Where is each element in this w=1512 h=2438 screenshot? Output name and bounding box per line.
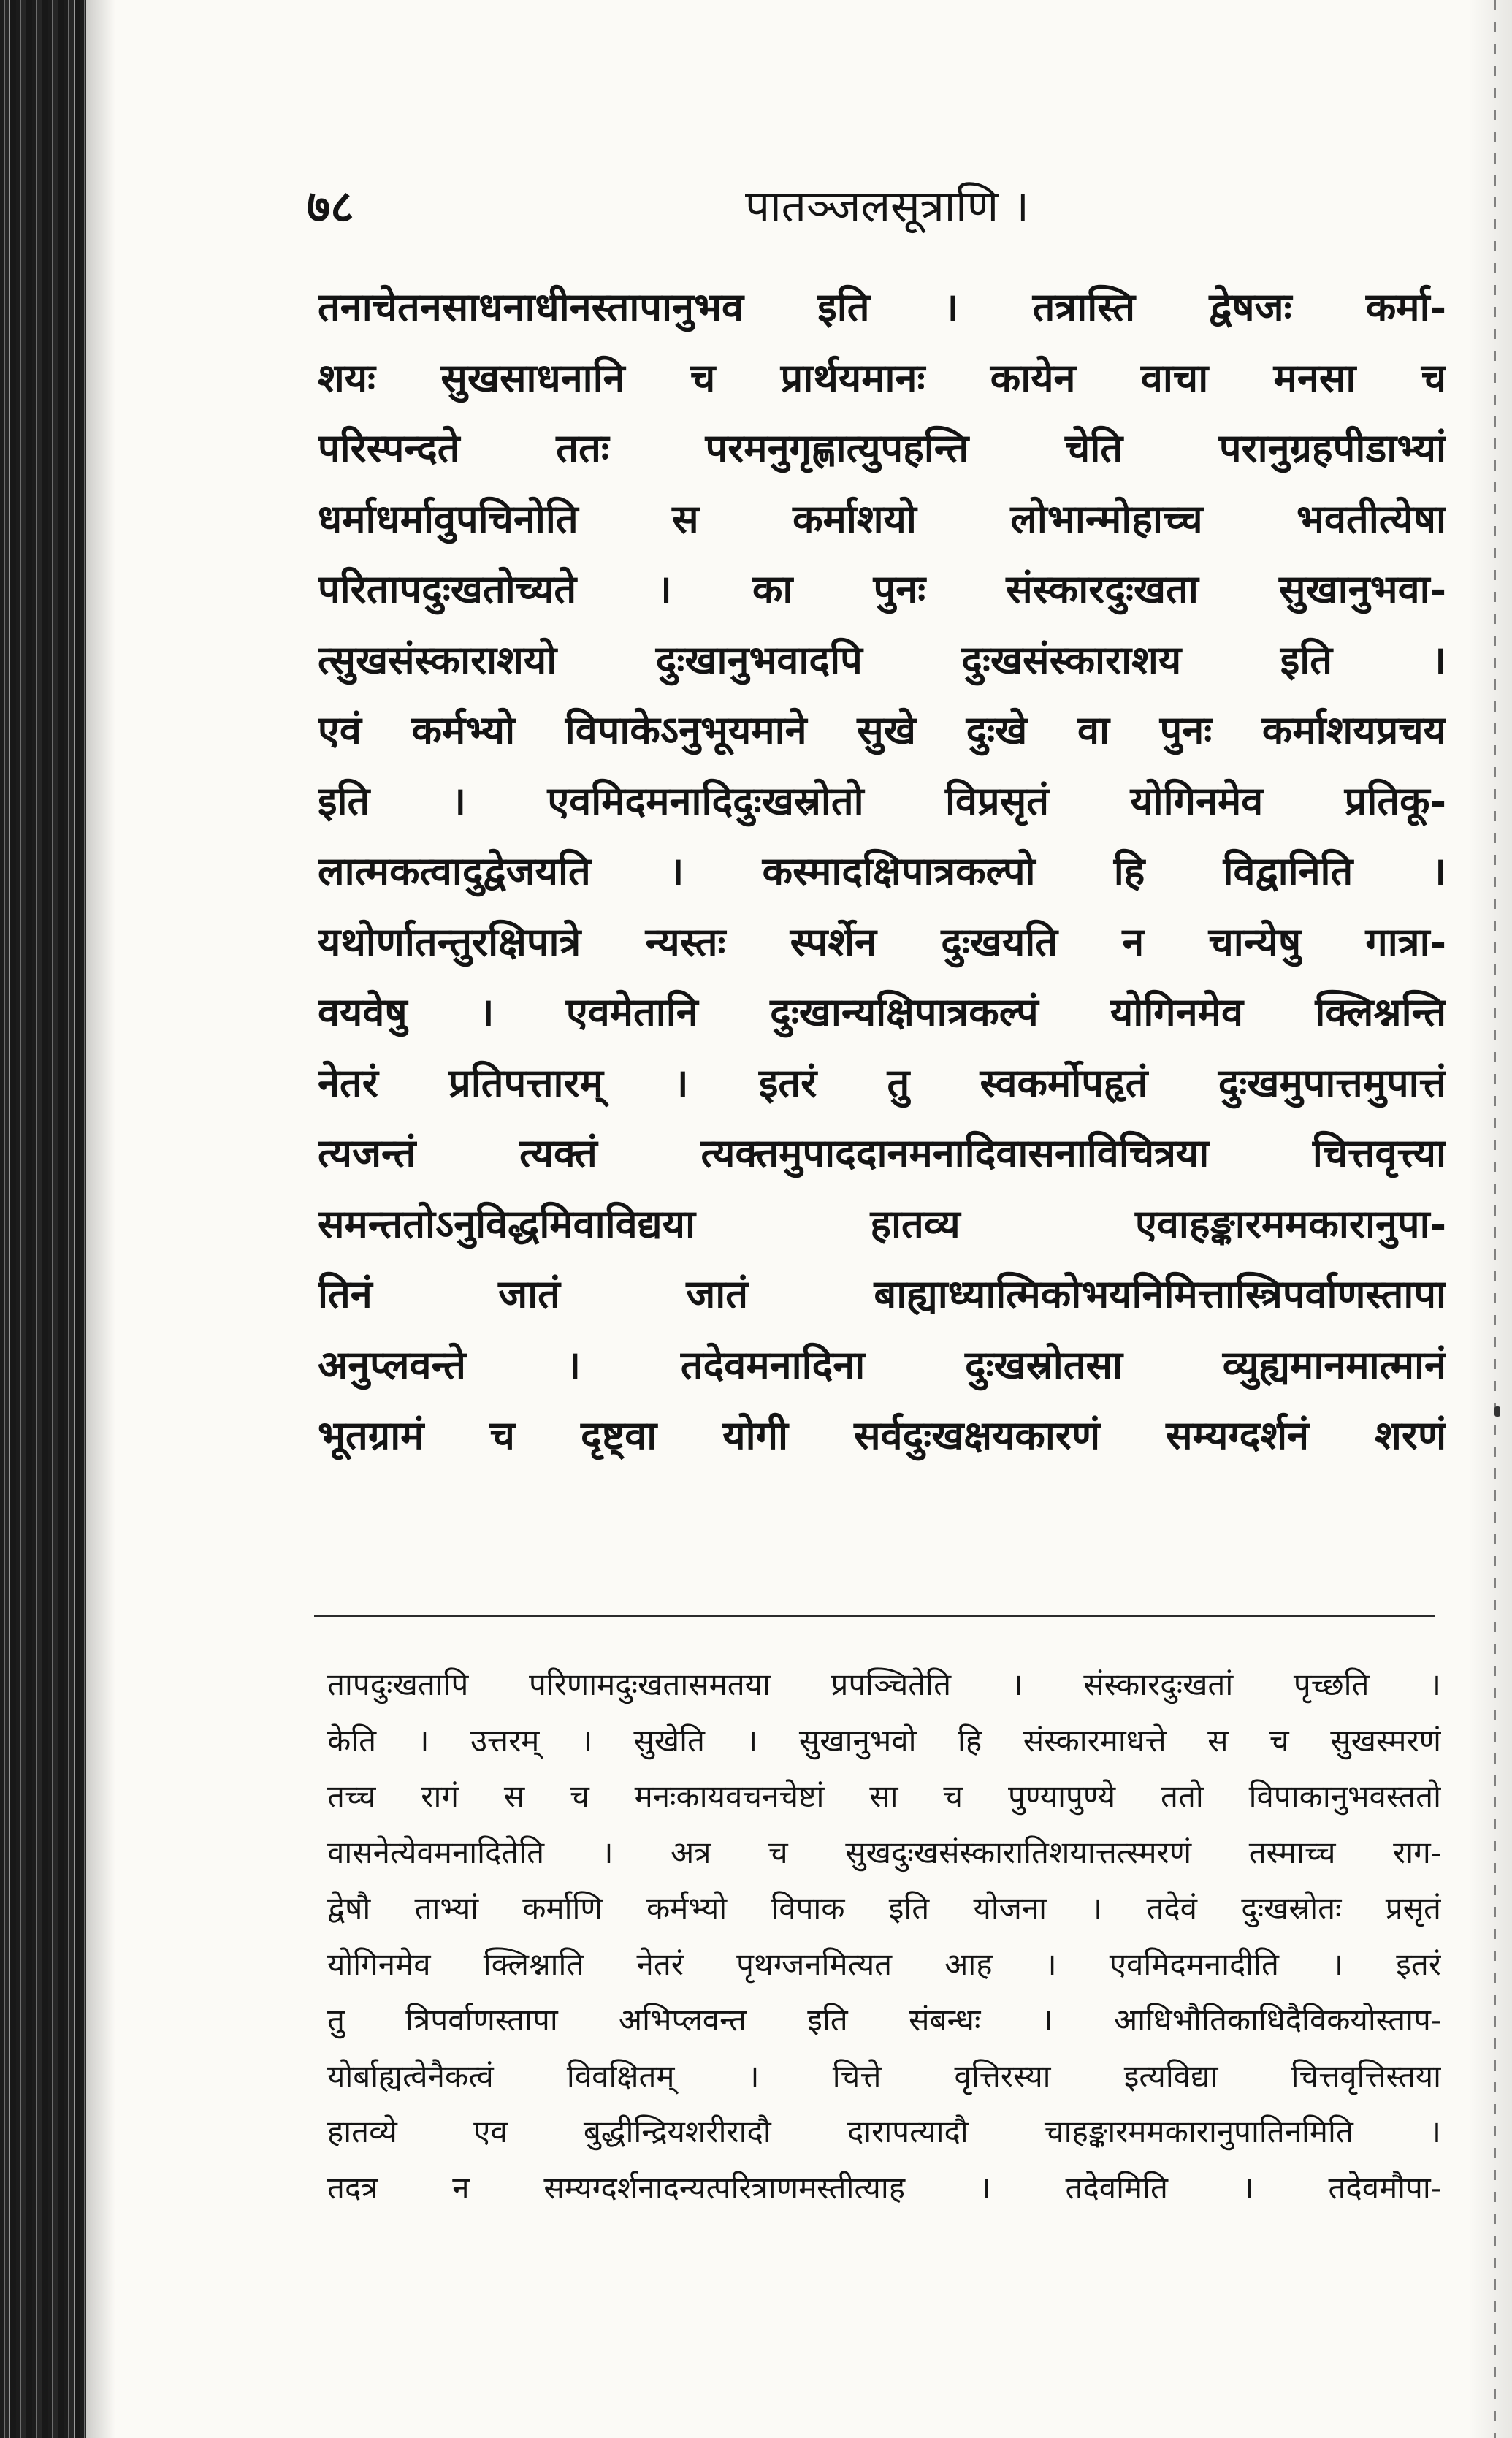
main-text-line: नेतरं प्रतिपत्तारम् । इतरं तु स्वकर्मोपहृतं दुःखमुपात्तमुपात्तं	[318, 1059, 1446, 1106]
commentary-block	[327, 1657, 1441, 2216]
commentary-line: हातव्ये एव बुद्धीन्द्रियशरीरादौ दारापत्यादौ चाहङ्कारममकारानुपातिनमिति ।	[327, 2114, 1441, 2149]
commentary-line: केति । उत्तरम् । सुखेति । सुखानुभवो हि संस्कारमाधत्ते स च सुखस्मरणं	[327, 1722, 1441, 1759]
main-text-line: यथोर्णातन्तुरक्षिपात्रे न्यस्तः स्पर्शेन दुःखयति न चान्येषु गात्रा-	[318, 918, 1446, 965]
main-text-line: शयः सुखसाधनानि च प्रार्थयमानः कायेन वाचा मनसा च	[318, 354, 1446, 401]
main-text-line: परितापदुःखतोच्यते । का पुनः संस्कारदुःखता सुखानुभवा-	[318, 565, 1446, 612]
binding-shadow	[86, 0, 115, 2438]
main-text-line: लात्मकत्वादुद्वेजयति । कस्मादक्षिपात्रकल्पो हि विद्वानिति ।	[318, 847, 1446, 894]
commentary-line: तापदुःखतापि परिणामदुःखतासमतया प्रपञ्चितेति । संस्कारदुःखतां पृच्छति ।	[327, 1666, 1441, 1702]
main-text-line: अनुप्लवन्ते । तदेवमनादिना दुःखस्रोतसा व्युह्यमानमात्मानं	[318, 1341, 1446, 1388]
main-text-line: परिस्पन्दते ततः परमनुगृह्णात्युपहन्ति चेति परानुग्रहपीडाभ्यां	[318, 424, 1446, 471]
commentary-line: वासनेत्येवमनादितेति । अत्र च सुखदुःखसंस्कारातिशयात्तत्स्मरणं तस्माच्च राग-	[327, 1834, 1441, 1870]
footnote-divider	[314, 1615, 1435, 1617]
page-edge-speckle	[1494, 0, 1496, 2438]
main-text-line: त्यजन्तं त्यक्तं त्यक्तमुपाददानमनादिवासनाविचित्रया चित्तवृत्त्या	[318, 1130, 1446, 1176]
page-number: ७८	[307, 180, 354, 233]
commentary-line: योगिनमेव क्लिश्नाति नेतरं पृथग्जनमित्यत आह । एवमिदमनादीति । इतरं	[327, 1946, 1441, 1982]
commentary-line: द्वेषौ ताभ्यां कर्माणि कर्मभ्यो विपाक इति योजना । तदेवं दुःखस्रोतः प्रसृतं	[327, 1890, 1441, 1926]
commentary-line: तु त्रिपर्वाणस्तापा अभिप्लवन्त इति संबन्धः । आधिभौतिकाधिदैविकयोस्ताप-	[327, 2002, 1441, 2038]
book-binding-edge	[0, 0, 86, 2438]
main-text-line: तनाचेतनसाधनाधीनस्तापानुभव इति । तत्रास्ति द्वेषजः कर्मा-	[318, 283, 1446, 330]
scan-speck	[1494, 1406, 1500, 1417]
main-text-line: तिनं जातं जातं बाह्याध्यात्मिकोभयनिमित्तास्त्रिपर्वाणस्तापा	[318, 1271, 1446, 1317]
main-text-line: धर्माधर्मावुपचिनोति स कर्माशयो लोभान्मोहाच्च भवतीत्येषा	[318, 495, 1446, 542]
main-text-line: वयवेषु । एवमेतानि दुःखान्यक्षिपात्रकल्पं योगिनमेव क्लिश्नन्ति	[318, 988, 1446, 1035]
page-right-edge	[1468, 0, 1512, 2438]
main-text-block	[318, 272, 1446, 1471]
main-text-line: भूतग्रामं च दृष्ट्वा योगी सर्वदुःखक्षयकारणं सम्यग्दर्शनं शरणं	[318, 1412, 1446, 1458]
running-title: पातञ्जलसूत्राणि ।	[745, 181, 1029, 232]
commentary-line: तदत्र न सम्यग्दर्शनादन्यत्परित्राणमस्तीत्याह । तदेवमिति । तदेवमौपा-	[327, 2169, 1441, 2206]
main-text-line: समन्ततोऽनुविद्धमिवाविद्यया हातव्य एवाहङ्कारममकारानुपा-	[318, 1200, 1446, 1247]
page-header	[307, 167, 1446, 247]
main-text-line: एवं कर्मभ्यो विपाकेऽनुभूयमाने सुखे दुःखे वा पुनः कर्माशयप्रचय	[318, 706, 1446, 753]
commentary-line: योर्बाह्यत्वेनैकत्वं विवक्षितम् । चित्ते वृत्तिरस्या इत्यविद्या चित्तवृत्तिस्तया	[327, 2057, 1441, 2094]
commentary-line: तच्च रागं स च मनःकायवचनचेष्टां सा च पुण्यापुण्ये ततो विपाकानुभवस्ततो	[327, 1778, 1441, 1814]
main-text-line: त्सुखसंस्काराशयो दुःखानुभवादपि दुःखसंस्काराशय इति ।	[318, 636, 1446, 683]
main-text-line: इति । एवमिदमनादिदुःखस्रोतो विप्रसृतं योगिनमेव प्रतिकू-	[318, 777, 1446, 824]
